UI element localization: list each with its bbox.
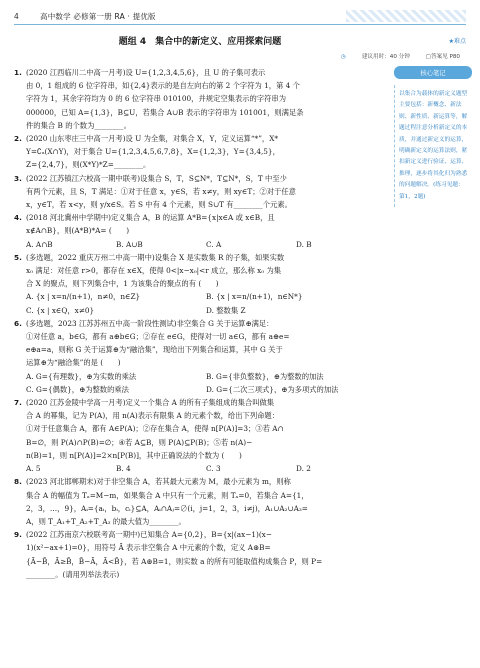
- sidebar-notes: [394, 66, 472, 207]
- question-8: [14, 475, 386, 528]
- question-line: Y=∁ᵤ(X∩Y)，对于集合 U={1,2,3,4,5,6,7,8}，X={1,2,3}，Y={3,4,5}，: [26, 147, 280, 157]
- option: A. {x | x=n/(n+1)，n≠0，n∈Z}: [26, 292, 141, 302]
- question-line: 由 0，1 组成的 6 位字符串，如{2,4}表示的是自左向右的第 2 个字符为 1，第 4 个: [26, 81, 300, 91]
- header-decoration: [346, 10, 466, 22]
- question-number: 4.: [14, 213, 22, 223]
- question-line: x₀ 满足：对任意 r>0，都存在 x∈X，使得 0<|x−x₀|<r 成立，那么称 x₀ 为集: [26, 266, 282, 276]
- question-number: 3.: [14, 173, 22, 183]
- option: C. {x | x∈Q，x≠0}: [26, 305, 95, 315]
- question-line: (2022 江苏镇江六校高一期中联考)设集合 S，T，S⊆N*，T⊆N*，S，T 中至少: [26, 173, 287, 183]
- question-line: 字符为 1，其余字符均为 0 的 6 位字符串 010100，并规定空集表示的字符串为: [26, 94, 287, 104]
- question-line: 1)(x²−ax+1)=0}，用符号 Ā 表示非空集合 A 中元素的个数，定义 A⊛B=: [26, 543, 271, 553]
- options-row: [26, 462, 386, 475]
- question-line: x，y∈T，若 x<y，则 y/x∈S。若 S 中有 4 个元素，则 S∪T 有________个元素。: [26, 200, 292, 210]
- page-header: [14, 8, 466, 25]
- option: A. A∩B: [26, 239, 53, 249]
- question-line: {Ā−B̄，Ā≥B̄，B̄−Ā，Ā<B̄}，若 A⊛B=1，则实数 a 的所有可能取值构成集合 P，则 P=: [26, 556, 323, 566]
- option: C. 3: [206, 464, 221, 474]
- option: D. B: [296, 239, 312, 249]
- question-line: (2020 山东枣庄三中高一月考)设 U 为全集，对集合 X，Y，定义运算“*”，X*: [26, 134, 279, 144]
- meta-line: [0, 52, 460, 60]
- option: B. A∪B: [116, 239, 143, 249]
- question-line: (2020 江苏金陵中学高一月考)定义一个集合 A 的所有子集组成的集合叫做集: [26, 398, 275, 408]
- question-line: e⊕a=a，则称 G 关于运算⊕为“融洽集”，现给出下列集合和运算，其中 G 关于: [26, 345, 283, 355]
- option: C. G={偶数}，⊕为整数的乘法: [26, 384, 129, 394]
- clock-icon: ◷: [340, 54, 346, 60]
- question-line: 合 X 的聚点，则下列集合中，1 为该集合的聚点的有 ( ): [26, 279, 219, 289]
- question-line: 集合 A 的幅值为 Tₐ=M−m，如果集合 A 中只有一个元素，则 Tₐ=0，若集合 A={1，: [26, 490, 309, 500]
- question-number: 2.: [14, 134, 22, 144]
- question-line: (2020 江西临川二中高一月考)设 U={1,2,3,4,5,6}，且 U 的子集可表示: [26, 68, 266, 77]
- question-line: (2023 河北邯郸期末)对于非空集合 A，若其最大元素为 M，最小元素为 m，则称: [26, 477, 291, 487]
- question-5: [14, 251, 386, 317]
- question-line: 运算⊕为“融洽集”的是 ( ): [26, 358, 121, 368]
- options-row: [26, 290, 386, 303]
- question-number: 6.: [14, 318, 22, 328]
- question-list: [14, 66, 386, 581]
- question-2: [14, 132, 386, 172]
- time-note: ◷ 建议用时：40 分钟: [340, 54, 410, 60]
- question-line: 000000，已知 A={1,3}，B⊆U，若集合 A∪B 表示的字符串为 101001，则满足条: [26, 107, 304, 117]
- question-line: 2，3，…，9}，Aᵢ={aᵢ，bᵢ，cᵢ}⊆A，Aᵢ∩Aⱼ=∅(i，j=1，2，3，i≠j)，A₁∪A₂∪A₃=: [26, 503, 308, 513]
- option: D. G={二次三项式}，⊕为多项式的加法: [206, 384, 339, 394]
- section-title: 题组 4 集合中的新定义、应用探索问题: [118, 37, 282, 47]
- page-number: 4: [14, 11, 19, 21]
- option: A. G={有理数}，⊕为实数的乘法: [26, 371, 137, 381]
- sidebar-text: 以集合为载体的新定义题型主要包括：新概念、新法则、新性质、新运算等，解题过程注意分析新定义的本质，并通过新定义的运算，明确新定义的运算法则，紧扣新定义进行验证、运算、推理，逐步将其化归为熟悉的问题解决。(练习见题：第1，2题): [394, 85, 472, 207]
- question-line: (多选题，2023 江苏苏州五中高一阶段性测试)非空集合 G 关于运算⊕满足：: [26, 318, 274, 328]
- options-row: [26, 370, 386, 383]
- question-1: [14, 66, 386, 132]
- question-6: [14, 317, 386, 396]
- question-line: 合 A 的幂集，记为 P(A)，用 n(A)表示有限集 A 的元素个数，给出下列命题：: [26, 411, 280, 421]
- question-line: n(B)=1，则 n[P(A)]=2×n[P(B)]，其中正确说法的个数为 ( ): [26, 450, 242, 460]
- sidebar-heading: 核心笔记: [394, 66, 472, 79]
- option: A. 5: [26, 464, 41, 474]
- options-row: [26, 304, 386, 317]
- option: B. G={非负整数}，⊕为整数的加法: [206, 371, 324, 381]
- question-line: ①对任意 a，b∈G，都有 a⊕b∈G；②存在 e∈G，使得对一切 a∈G，都有 a⊕e=: [26, 332, 290, 342]
- question-line: (多选题，2022 重庆万州二中高一期中)设集合 X 是实数集 R 的子集，如果实数: [26, 252, 285, 262]
- question-line: ________。(请用列举法表示): [26, 569, 120, 579]
- question-number: 1.: [14, 68, 22, 77]
- question-number: 9.: [14, 530, 22, 540]
- question-7: [14, 396, 386, 475]
- question-line: B=∅，则 P(A)∩P(B)=∅；④若 A⊆B，则 P(A)⊆P(B)；⑤若 n(A)−: [26, 437, 253, 447]
- question-number: 7.: [14, 398, 22, 408]
- question-line: (2022 江苏南京六校联考高一期中)已知集合 A={0,2}，B={x|(ax−1)(x−: [26, 530, 272, 540]
- option: D. 2: [296, 464, 311, 474]
- question-4: [14, 211, 386, 251]
- question-line: Z={2,4,7}，则(X*Y)*Z=________。: [26, 160, 151, 170]
- answer-page-note: ▢答案见 P80: [425, 54, 460, 60]
- options-row: [26, 238, 386, 251]
- question-line: 件的集合 B 的个数为________。: [26, 120, 131, 130]
- question-number: 8.: [14, 477, 22, 487]
- question-line: ①对于任意集合 A，都有 A∈P(A)；②存在集合 A，使得 n[P(A)]=3；③若 A∩: [26, 424, 284, 434]
- option: B. {x | x=n/(n+1)，n∈N*}: [206, 292, 303, 302]
- option: B. 4: [116, 464, 131, 474]
- option: C. A: [206, 239, 222, 249]
- question-line: (2018 河北冀州中学期中)定义集合 A，B 的运算 A*B={x|x∈A 或 x∈B，且: [26, 213, 275, 223]
- option: D. 整数集 Z: [206, 305, 246, 315]
- book-title: 高中数学 必修第一册 RA · 提优版: [40, 11, 156, 21]
- difficulty-badge: ★难点: [448, 38, 466, 45]
- question-9: [14, 528, 386, 581]
- question-number: 5.: [14, 252, 22, 262]
- question-3: [14, 172, 386, 212]
- question-line: x∉A∩B}，则(A*B)*A= ( ): [26, 226, 130, 236]
- question-line: 有两个元素，且 S，T 满足：①对于任意 x，y∈S，若 x≠y，则 xy∈T；②对于任意: [26, 186, 296, 196]
- question-line: A，则 T_A₁+T_A₂+T_A₃ 的最大值为________。: [26, 516, 186, 526]
- options-row: [26, 383, 386, 396]
